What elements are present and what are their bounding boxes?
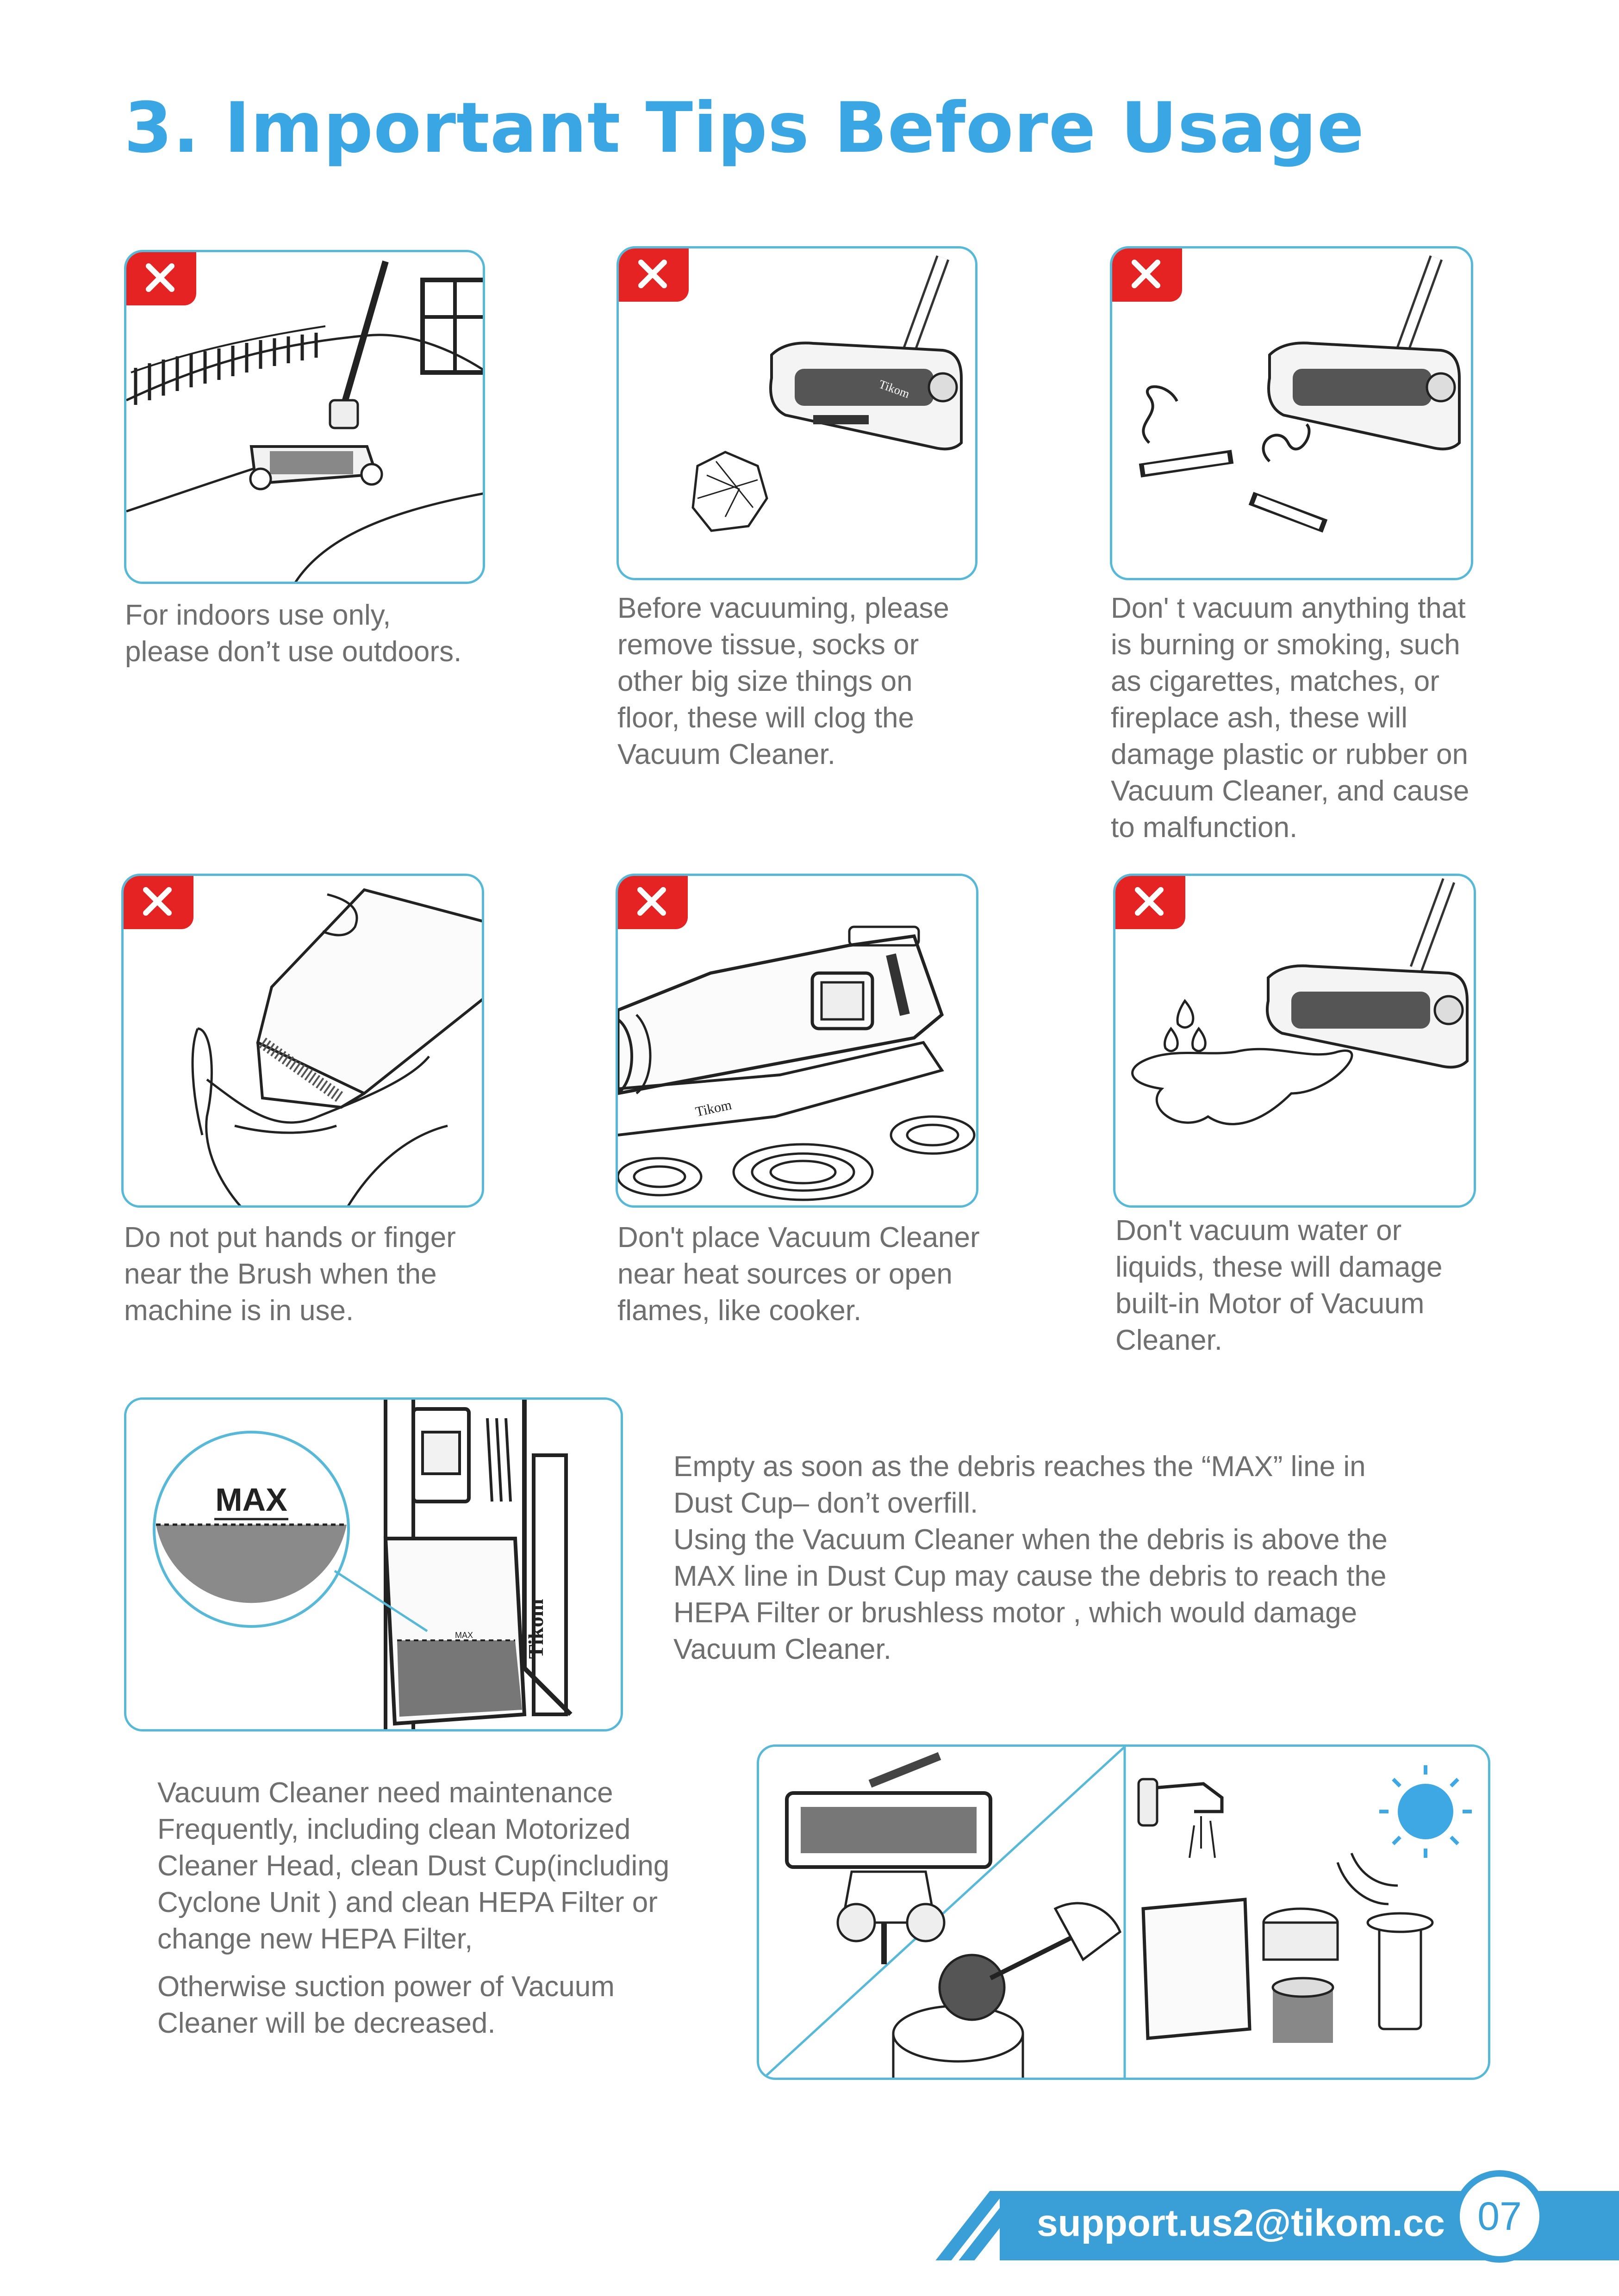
support-email[interactable]: support.us2@tikom.cc <box>1037 2202 1445 2244</box>
tip-card-hands <box>121 874 484 1208</box>
maintenance-card <box>757 1744 1490 2080</box>
prohibited-icon <box>616 874 688 929</box>
tip-card-outdoors <box>124 250 485 584</box>
tip-card-liquids <box>1113 874 1476 1208</box>
prohibited-icon <box>124 250 196 305</box>
prohibited-icon <box>121 874 193 929</box>
cup-brand-label: Tikom <box>524 1599 548 1659</box>
tip-card-heat <box>616 874 978 1208</box>
max-label: MAX <box>215 1482 287 1518</box>
prohibited-icon <box>616 246 689 302</box>
maintenance-text: Vacuum Cleaner need maintenance Frequently, including clean Motorized Cleaner Head, clean Dust Cup(including Cyclone Unit ) and clean HEPA Filter or change new HEPA Filter, Otherwise suction power of Vacuum Cleaner will be decreased. <box>157 1777 670 2039</box>
dust-cup-max-illustration <box>126 1400 623 1731</box>
prohibited-icon <box>1113 874 1185 929</box>
dust-cup-card <box>124 1397 623 1731</box>
tip-card-debris <box>616 246 978 580</box>
head-brand-label: Tikom <box>877 377 912 401</box>
appliance-brand-label: Tikom <box>694 1097 733 1120</box>
tip-caption-debris: Before vacuuming, please remove tissue, socks or other big size things on floor, these will clog the Vacuum Cleaner. <box>617 592 949 770</box>
page-title: 3. Important Tips Before Usage <box>124 88 1365 168</box>
tip-caption-burning: Don' t vacuum anything that is burning or smoking, such as cigarettes, matches, or fireplace ash, these will damage plastic or rubber on Vacuum Cleaner, and cause to malfunction. <box>1111 592 1470 844</box>
dust-cup-text: Empty as soon as the debris reaches the “MAX” line in Dust Cup– don’t overfill. Using the Vacuum Cleaner when the debris is above the MAX line in Dust Cup may cause the debris to reach the HEPA Filter or brushless motor , which would damage Vacuum Cleaner. <box>673 1451 1388 1665</box>
cup-max-mark: MAX <box>455 1631 473 1640</box>
page-number: 07 <box>1453 2170 1546 2263</box>
tip-caption-hands: Do not put hands or finger near the Brush when the machine is in use. <box>124 1222 456 1327</box>
tip-card-burning <box>1110 246 1473 580</box>
prohibited-icon <box>1110 246 1182 302</box>
tip-caption-liquids: Don't vacuum water or liquids, these will damage built-in Motor of Vacuum Cleaner. <box>1115 1215 1443 1356</box>
maintenance-illustration <box>759 1747 1490 2080</box>
tip-caption-heat: Don't place Vacuum Cleaner near heat sources or open flames, like cooker. <box>617 1222 980 1327</box>
tip-caption-outdoors: For indoors use only, please don’t use outdoors. <box>125 599 462 668</box>
